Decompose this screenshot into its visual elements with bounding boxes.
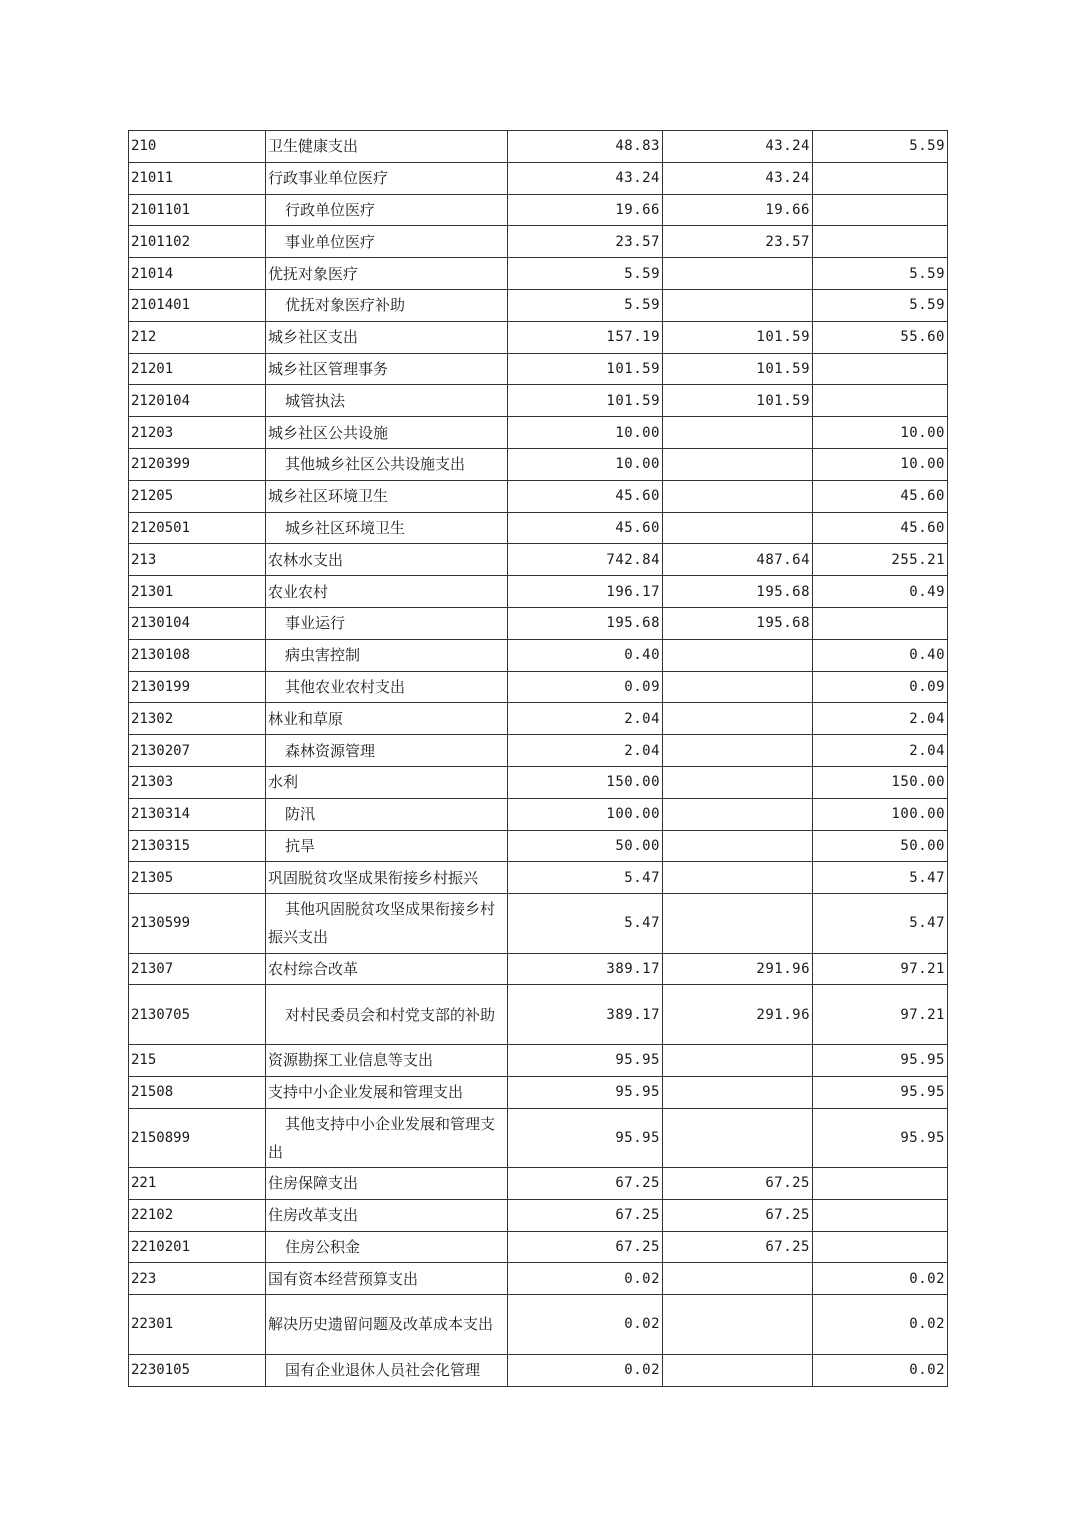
project-expenditure-cell: 50.00 bbox=[813, 830, 948, 862]
table-row bbox=[129, 735, 948, 767]
project-expenditure-cell: 97.21 bbox=[813, 953, 948, 985]
table-row bbox=[129, 894, 948, 954]
total-amount-cell: 10.00 bbox=[508, 448, 663, 480]
total-amount-cell: 67.25 bbox=[508, 1199, 663, 1231]
table-row bbox=[129, 671, 948, 703]
total-amount-cell: 5.59 bbox=[508, 289, 663, 321]
subject-code-cell: 2130199 bbox=[129, 671, 266, 703]
table-row bbox=[129, 480, 948, 512]
total-amount-cell: 0.02 bbox=[508, 1263, 663, 1295]
subject-code-cell: 21014 bbox=[129, 258, 266, 290]
project-expenditure-cell: 5.59 bbox=[813, 289, 948, 321]
table-row bbox=[129, 1295, 948, 1355]
total-amount-cell: 23.57 bbox=[508, 226, 663, 258]
subject-name-cell: 城乡社区环境卫生 bbox=[266, 512, 508, 544]
subject-name-cell: 森林资源管理 bbox=[266, 735, 508, 767]
subject-name-cell: 国有资本经营预算支出 bbox=[266, 1263, 508, 1295]
project-expenditure-cell: 0.02 bbox=[813, 1263, 948, 1295]
table-row bbox=[129, 448, 948, 480]
table-body bbox=[129, 131, 948, 1387]
subject-name-cell: 优抚对象医疗 bbox=[266, 258, 508, 290]
project-expenditure-cell: 10.00 bbox=[813, 448, 948, 480]
basic-expenditure-cell bbox=[663, 766, 813, 798]
subject-code-cell: 223 bbox=[129, 1263, 266, 1295]
subject-code-cell: 22102 bbox=[129, 1199, 266, 1231]
basic-expenditure-cell: 487.64 bbox=[663, 544, 813, 576]
total-amount-cell: 19.66 bbox=[508, 194, 663, 226]
subject-code-cell: 2210201 bbox=[129, 1231, 266, 1263]
total-amount-cell: 95.95 bbox=[508, 1076, 663, 1108]
subject-code-cell: 2130207 bbox=[129, 735, 266, 767]
subject-name-cell: 支持中小企业发展和管理支出 bbox=[266, 1076, 508, 1108]
table-row bbox=[129, 798, 948, 830]
subject-code-cell: 2130314 bbox=[129, 798, 266, 830]
project-expenditure-cell: 5.47 bbox=[813, 894, 948, 954]
subject-name-cell: 其他农业农村支出 bbox=[266, 671, 508, 703]
basic-expenditure-cell bbox=[663, 1295, 813, 1355]
basic-expenditure-cell bbox=[663, 289, 813, 321]
subject-name-cell: 防汛 bbox=[266, 798, 508, 830]
subject-code-cell: 2150899 bbox=[129, 1108, 266, 1168]
project-expenditure-cell: 150.00 bbox=[813, 766, 948, 798]
total-amount-cell: 742.84 bbox=[508, 544, 663, 576]
total-amount-cell: 2.04 bbox=[508, 735, 663, 767]
table-row bbox=[129, 321, 948, 353]
basic-expenditure-cell: 43.24 bbox=[663, 131, 813, 163]
subject-code-cell: 21011 bbox=[129, 162, 266, 194]
total-amount-cell: 5.47 bbox=[508, 894, 663, 954]
table-row bbox=[129, 1354, 948, 1386]
subject-name-cell: 事业单位医疗 bbox=[266, 226, 508, 258]
subject-name-cell: 住房改革支出 bbox=[266, 1199, 508, 1231]
subject-name-cell: 住房保障支出 bbox=[266, 1168, 508, 1200]
table-row bbox=[129, 194, 948, 226]
basic-expenditure-cell: 195.68 bbox=[663, 607, 813, 639]
project-expenditure-cell bbox=[813, 162, 948, 194]
total-amount-cell: 5.47 bbox=[508, 862, 663, 894]
basic-expenditure-cell: 101.59 bbox=[663, 353, 813, 385]
subject-name-cell: 抗旱 bbox=[266, 830, 508, 862]
subject-code-cell: 2230105 bbox=[129, 1354, 266, 1386]
basic-expenditure-cell bbox=[663, 735, 813, 767]
basic-expenditure-cell: 43.24 bbox=[663, 162, 813, 194]
subject-code-cell: 2130104 bbox=[129, 607, 266, 639]
basic-expenditure-cell bbox=[663, 671, 813, 703]
project-expenditure-cell: 95.95 bbox=[813, 1076, 948, 1108]
basic-expenditure-cell: 291.96 bbox=[663, 985, 813, 1045]
total-amount-cell: 101.59 bbox=[508, 353, 663, 385]
subject-name-cell: 其他巩固脱贫攻坚成果衔接乡村振兴支出 bbox=[266, 894, 508, 954]
subject-name-cell: 行政单位医疗 bbox=[266, 194, 508, 226]
total-amount-cell: 2.04 bbox=[508, 703, 663, 735]
project-expenditure-cell: 0.09 bbox=[813, 671, 948, 703]
subject-code-cell: 21508 bbox=[129, 1076, 266, 1108]
subject-code-cell: 213 bbox=[129, 544, 266, 576]
subject-name-cell: 农林水支出 bbox=[266, 544, 508, 576]
project-expenditure-cell: 5.59 bbox=[813, 131, 948, 163]
project-expenditure-cell: 45.60 bbox=[813, 512, 948, 544]
basic-expenditure-cell bbox=[663, 1076, 813, 1108]
table-row bbox=[129, 417, 948, 449]
project-expenditure-cell: 5.59 bbox=[813, 258, 948, 290]
total-amount-cell: 0.40 bbox=[508, 639, 663, 671]
table-row bbox=[129, 1231, 948, 1263]
table-row bbox=[129, 385, 948, 417]
project-expenditure-cell: 97.21 bbox=[813, 985, 948, 1045]
subject-name-cell: 对村民委员会和村党支部的补助 bbox=[266, 985, 508, 1045]
subject-name-cell: 行政事业单位医疗 bbox=[266, 162, 508, 194]
project-expenditure-cell: 255.21 bbox=[813, 544, 948, 576]
subject-code-cell: 2130108 bbox=[129, 639, 266, 671]
table-row bbox=[129, 131, 948, 163]
total-amount-cell: 95.95 bbox=[508, 1108, 663, 1168]
basic-expenditure-cell bbox=[663, 1354, 813, 1386]
table-row bbox=[129, 544, 948, 576]
total-amount-cell: 45.60 bbox=[508, 512, 663, 544]
subject-name-cell: 卫生健康支出 bbox=[266, 131, 508, 163]
total-amount-cell: 43.24 bbox=[508, 162, 663, 194]
subject-name-cell: 农村综合改革 bbox=[266, 953, 508, 985]
basic-expenditure-cell bbox=[663, 894, 813, 954]
total-amount-cell: 95.95 bbox=[508, 1044, 663, 1076]
project-expenditure-cell: 100.00 bbox=[813, 798, 948, 830]
basic-expenditure-cell bbox=[663, 417, 813, 449]
subject-code-cell: 21201 bbox=[129, 353, 266, 385]
basic-expenditure-cell: 67.25 bbox=[663, 1168, 813, 1200]
basic-expenditure-cell: 101.59 bbox=[663, 321, 813, 353]
basic-expenditure-cell bbox=[663, 639, 813, 671]
total-amount-cell: 150.00 bbox=[508, 766, 663, 798]
subject-code-cell: 215 bbox=[129, 1044, 266, 1076]
basic-expenditure-cell: 291.96 bbox=[663, 953, 813, 985]
subject-name-cell: 优抚对象医疗补助 bbox=[266, 289, 508, 321]
project-expenditure-cell bbox=[813, 607, 948, 639]
basic-expenditure-cell bbox=[663, 480, 813, 512]
subject-code-cell: 2101102 bbox=[129, 226, 266, 258]
project-expenditure-cell: 55.60 bbox=[813, 321, 948, 353]
total-amount-cell: 67.25 bbox=[508, 1231, 663, 1263]
table-row bbox=[129, 1168, 948, 1200]
subject-code-cell: 2130315 bbox=[129, 830, 266, 862]
table-row bbox=[129, 830, 948, 862]
table-row bbox=[129, 512, 948, 544]
basic-expenditure-cell: 19.66 bbox=[663, 194, 813, 226]
total-amount-cell: 389.17 bbox=[508, 985, 663, 1045]
subject-name-cell: 城乡社区支出 bbox=[266, 321, 508, 353]
subject-name-cell: 住房公积金 bbox=[266, 1231, 508, 1263]
project-expenditure-cell: 5.47 bbox=[813, 862, 948, 894]
subject-code-cell: 2120501 bbox=[129, 512, 266, 544]
subject-name-cell: 巩固脱贫攻坚成果衔接乡村振兴 bbox=[266, 862, 508, 894]
basic-expenditure-cell bbox=[663, 448, 813, 480]
table-row bbox=[129, 162, 948, 194]
project-expenditure-cell: 0.02 bbox=[813, 1354, 948, 1386]
project-expenditure-cell bbox=[813, 1231, 948, 1263]
project-expenditure-cell bbox=[813, 1199, 948, 1231]
table-row bbox=[129, 1044, 948, 1076]
table-row bbox=[129, 862, 948, 894]
total-amount-cell: 0.02 bbox=[508, 1295, 663, 1355]
table-row bbox=[129, 703, 948, 735]
table-row bbox=[129, 353, 948, 385]
subject-name-cell: 城乡社区公共设施 bbox=[266, 417, 508, 449]
total-amount-cell: 5.59 bbox=[508, 258, 663, 290]
subject-code-cell: 221 bbox=[129, 1168, 266, 1200]
table-row bbox=[129, 607, 948, 639]
subject-name-cell: 林业和草原 bbox=[266, 703, 508, 735]
basic-expenditure-cell: 23.57 bbox=[663, 226, 813, 258]
table-row bbox=[129, 258, 948, 290]
project-expenditure-cell bbox=[813, 353, 948, 385]
table-row bbox=[129, 576, 948, 608]
project-expenditure-cell bbox=[813, 385, 948, 417]
project-expenditure-cell: 45.60 bbox=[813, 480, 948, 512]
project-expenditure-cell: 0.02 bbox=[813, 1295, 948, 1355]
total-amount-cell: 50.00 bbox=[508, 830, 663, 862]
subject-code-cell: 21302 bbox=[129, 703, 266, 735]
table-row bbox=[129, 985, 948, 1045]
total-amount-cell: 195.68 bbox=[508, 607, 663, 639]
project-expenditure-cell: 0.49 bbox=[813, 576, 948, 608]
project-expenditure-cell: 10.00 bbox=[813, 417, 948, 449]
subject-name-cell: 其他支持中小企业发展和管理支出 bbox=[266, 1108, 508, 1168]
subject-name-cell: 其他城乡社区公共设施支出 bbox=[266, 448, 508, 480]
budget-expenditure-table bbox=[128, 130, 948, 1387]
subject-code-cell: 2120399 bbox=[129, 448, 266, 480]
subject-code-cell: 210 bbox=[129, 131, 266, 163]
project-expenditure-cell: 95.95 bbox=[813, 1044, 948, 1076]
subject-code-cell: 21305 bbox=[129, 862, 266, 894]
subject-code-cell: 21301 bbox=[129, 576, 266, 608]
subject-code-cell: 22301 bbox=[129, 1295, 266, 1355]
basic-expenditure-cell: 67.25 bbox=[663, 1199, 813, 1231]
total-amount-cell: 157.19 bbox=[508, 321, 663, 353]
subject-name-cell: 病虫害控制 bbox=[266, 639, 508, 671]
table-row bbox=[129, 1263, 948, 1295]
table-row bbox=[129, 1199, 948, 1231]
project-expenditure-cell: 2.04 bbox=[813, 735, 948, 767]
subject-code-cell: 2120104 bbox=[129, 385, 266, 417]
total-amount-cell: 67.25 bbox=[508, 1168, 663, 1200]
table-row bbox=[129, 289, 948, 321]
total-amount-cell: 196.17 bbox=[508, 576, 663, 608]
total-amount-cell: 389.17 bbox=[508, 953, 663, 985]
subject-code-cell: 2130599 bbox=[129, 894, 266, 954]
subject-name-cell: 城管执法 bbox=[266, 385, 508, 417]
subject-code-cell: 212 bbox=[129, 321, 266, 353]
table-row bbox=[129, 226, 948, 258]
total-amount-cell: 101.59 bbox=[508, 385, 663, 417]
total-amount-cell: 10.00 bbox=[508, 417, 663, 449]
table-row bbox=[129, 953, 948, 985]
subject-code-cell: 2101101 bbox=[129, 194, 266, 226]
subject-name-cell: 农业农村 bbox=[266, 576, 508, 608]
subject-code-cell: 2130705 bbox=[129, 985, 266, 1045]
table-row bbox=[129, 639, 948, 671]
table-row bbox=[129, 766, 948, 798]
project-expenditure-cell bbox=[813, 226, 948, 258]
subject-name-cell: 城乡社区管理事务 bbox=[266, 353, 508, 385]
basic-expenditure-cell: 195.68 bbox=[663, 576, 813, 608]
table-row bbox=[129, 1108, 948, 1168]
project-expenditure-cell bbox=[813, 194, 948, 226]
subject-code-cell: 21307 bbox=[129, 953, 266, 985]
basic-expenditure-cell bbox=[663, 1263, 813, 1295]
basic-expenditure-cell bbox=[663, 862, 813, 894]
project-expenditure-cell: 0.40 bbox=[813, 639, 948, 671]
basic-expenditure-cell: 67.25 bbox=[663, 1231, 813, 1263]
basic-expenditure-cell bbox=[663, 703, 813, 735]
subject-code-cell: 2101401 bbox=[129, 289, 266, 321]
subject-name-cell: 资源勘探工业信息等支出 bbox=[266, 1044, 508, 1076]
basic-expenditure-cell bbox=[663, 1044, 813, 1076]
basic-expenditure-cell bbox=[663, 830, 813, 862]
total-amount-cell: 100.00 bbox=[508, 798, 663, 830]
project-expenditure-cell: 2.04 bbox=[813, 703, 948, 735]
project-expenditure-cell: 95.95 bbox=[813, 1108, 948, 1168]
total-amount-cell: 48.83 bbox=[508, 131, 663, 163]
subject-code-cell: 21203 bbox=[129, 417, 266, 449]
basic-expenditure-cell bbox=[663, 798, 813, 830]
project-expenditure-cell bbox=[813, 1168, 948, 1200]
total-amount-cell: 0.09 bbox=[508, 671, 663, 703]
subject-name-cell: 事业运行 bbox=[266, 607, 508, 639]
basic-expenditure-cell: 101.59 bbox=[663, 385, 813, 417]
subject-name-cell: 水利 bbox=[266, 766, 508, 798]
subject-name-cell: 国有企业退休人员社会化管理 bbox=[266, 1354, 508, 1386]
subject-code-cell: 21205 bbox=[129, 480, 266, 512]
total-amount-cell: 45.60 bbox=[508, 480, 663, 512]
subject-name-cell: 解决历史遗留问题及改革成本支出 bbox=[266, 1295, 508, 1355]
basic-expenditure-cell bbox=[663, 1108, 813, 1168]
table-row bbox=[129, 1076, 948, 1108]
basic-expenditure-cell bbox=[663, 512, 813, 544]
total-amount-cell: 0.02 bbox=[508, 1354, 663, 1386]
subject-name-cell: 城乡社区环境卫生 bbox=[266, 480, 508, 512]
basic-expenditure-cell bbox=[663, 258, 813, 290]
subject-code-cell: 21303 bbox=[129, 766, 266, 798]
